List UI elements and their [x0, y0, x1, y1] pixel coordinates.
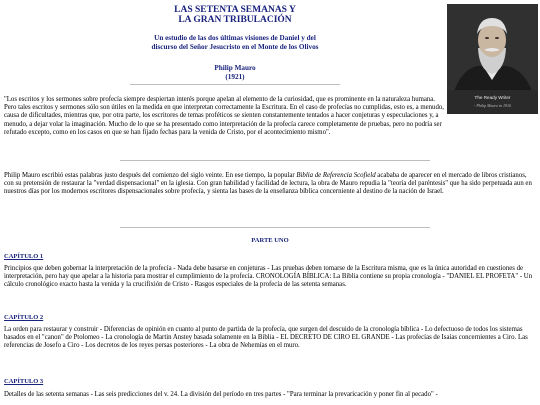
chapter-3-link[interactable]: CAPÍTULO 3: [4, 378, 44, 385]
intro-text-before: Philip Mauro escribió estas palabras justo después del comienzo del siglo veinte. En ese tiempo, la popular: [4, 172, 297, 179]
title-line-2: LA GRAN TRIBULACIÓN: [178, 15, 292, 25]
author-block: [110, 64, 360, 82]
intro-quote: "Los escritos y los sermones sobre profecía siempre despiertan interés porque apelan al elemento de la curiosidad, que es prominente en la naturaleza humana. Pero tales escritos y sermones sólo son útiles en la medida en que interpretan correctamente la Escritura. En el caso de profecías no cumplidas, esto es, a menudo, causa de dificultades, mientras que, por otra parte, los escritores de temas proféticos se sienten constantemente tentados a hacer conjeturas y especulaciones y, a menudo, a dejar volar la imaginación. Mucho de lo que se ha presentado como interpretación de la profecía carece completamente de pruebas, pero no podría ser refutado excepto, como en los casos en que se han fijado fechas para la venida de Cristo, por el acontecimiento mismo".: [4, 96, 444, 136]
subtitle-line-2: discurso del Señor Jesucristo en el Monte de los Olivos: [151, 43, 319, 51]
chapter-1-summary: Principios que deben gobernar la interpretación de la profecía - Nada debe basarse en conjeturas - Las pruebas deben tomarse de la Escritura misma, que es la única autoridad en cuestiones de interpretación, pero hay que apelar a la historia para mostrar el cumplimiento de la profecía. CRONOLOGÍA BÍBLICA: La Biblia contiene su propia cronología - "DANIEL EL PROFETA" - Un cálculo cronológico exacto hasta la venida y la crucifixión de Cristo - Rasgos especiales de la profecía de las setenta semanas.: [4, 265, 533, 289]
intro-paragraph: [4, 172, 536, 197]
title-line-1: LAS SETENTA SEMANAS Y: [174, 5, 296, 15]
scofield-bible-title: Biblia de Referencia Scofield: [296, 172, 376, 179]
chapter-1-link[interactable]: CAPÍTULO 1: [4, 253, 44, 260]
intro-text-after: acababa de aparecer en el mercado de libros cristianos, con su pretensión de restaurar la "verdad dispensacional" en la iglesia. Con gran habilidad y facilidad de lectura, la obra de Mauro repudia la "teoría del paréntesis" que ha sido perpetuada aun en nuestros días por los modernos escritores dispensacionales sobre profecía, y sienta las bases de la enseñanza bíblica concerniente al destino de la nación de Israel.: [4, 172, 532, 196]
portrait-caption: The Ready Writer: [474, 95, 511, 100]
divider-middle: [120, 160, 430, 161]
portrait-subcaption: - Philip Mauro in 1916: [474, 103, 511, 108]
divider-lower: [120, 227, 430, 228]
subtitle-line-1: Un estudio de las dos últimas visiones de Daniel y del: [154, 34, 316, 42]
chapter-2-link[interactable]: CAPÍTULO 2: [4, 314, 44, 321]
author-portrait: [447, 4, 538, 114]
page-subtitle: [110, 34, 360, 52]
author-year: (1921): [225, 73, 245, 81]
part-heading: PARTE UNO: [251, 237, 289, 244]
chapter-2-summary: La orden para restaurar y construir - Diferencias de opinión en cuanto al punto de partida de la profecía, que surgen del descuido de la cronología bíblica - Lo defectuoso de todos los sistemas basados en el "canon" de Ptolomeo - La cronología de Martin Anstey basada solamente en la Biblia - EL DECRETO DE CIRO EL GRANDE - Las profecías de Isaías concernientes a Ciro. Las referencias de Josefo a Ciro - Los decretos de los reyes persas posteriores - La obra de Nehemías en el muro.: [4, 326, 528, 350]
author-name: Philip Mauro: [214, 64, 256, 72]
divider-top: [130, 84, 340, 85]
page-title: [110, 5, 360, 25]
chapter-3-summary: Detalles de las setenta semanas - Las seis predicciones del v. 24. La división del período en tres partes - "Para terminar la prevaricación y poner fin al pecado" -: [4, 391, 438, 398]
